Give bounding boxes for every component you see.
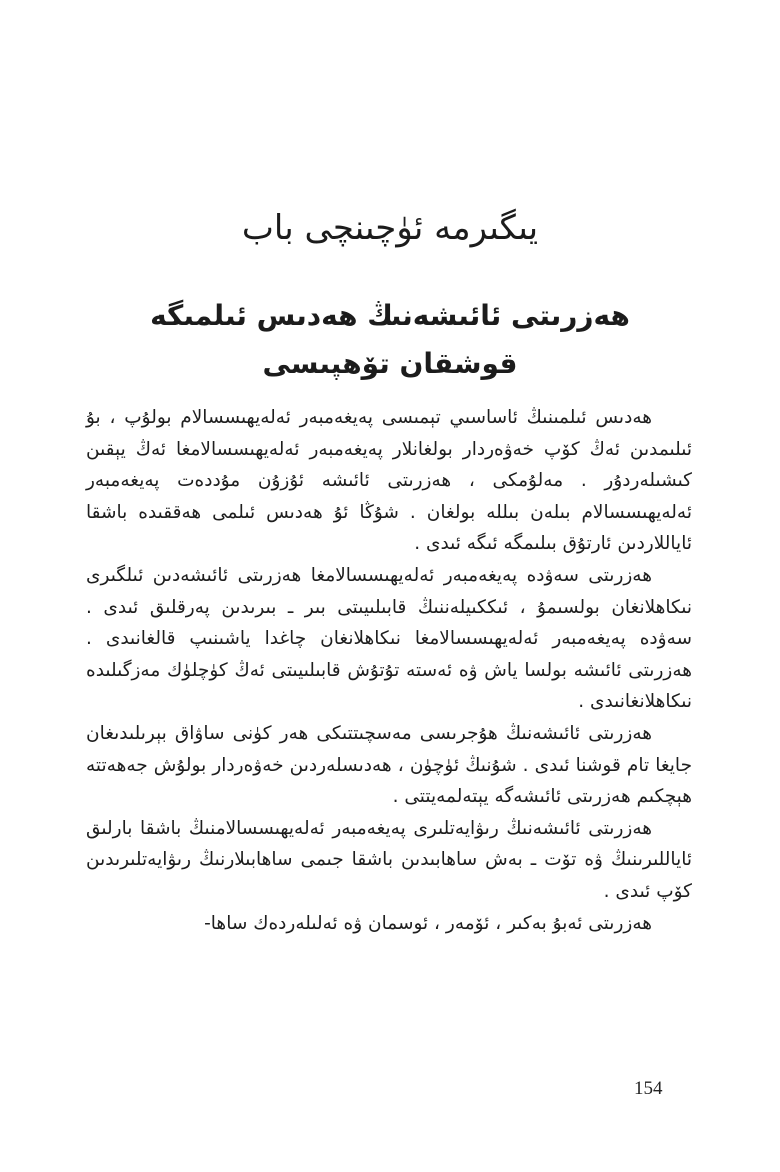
section-title-line-2: قوشقان تۆھپىسى [262, 347, 518, 380]
chapter-title: يىگىرمە ئۈچىنچى باب [241, 208, 539, 248]
page-number: 154 [634, 1078, 663, 1099]
body-text [86, 402, 692, 939]
paragraph-1: ھەدىس ئىلمىنىڭ ئاساسىي تېمىسى پەيغەمبەر ئەلەيھىسسالام بولۇپ ، بۇ ئىلىمدىن ئەڭ كۆپ خەۋەردار بولغانلار پەيغەمبەر ئەلەيھىسسالامغا ئەڭ يېقىن كىشىلەردۇر . مەلۇمكى ، ھەزرىتى ئائىشە ئۇزۇن مۇددەت پەيغەمبەر ئەلەيھىسسالام بىلەن بىللە بولغان . شۇڭا ئۇ ھەدىس ئىلمى ھەققىدە باشقا ئاياللاردىن ئارتۇق بىلىمگە ئىگە ئىدى . [86, 407, 692, 555]
section-title [0, 292, 780, 388]
paragraph-3: ھەزرىتى ئائىشەنىڭ ھۇجرىسى مەسچىتتىكى ھەر كۈنى ساۋاق بېرىلىدىغان جايغا تام قوشنا ئىدى . شۇنىڭ ئۈچۈن ، ھەدىسلەردىن خەۋەردار بولۇش جەھەتتە ھېچكىم ھەزرىتى ئائىشەگە يېتەلمەيتتى . [86, 722, 692, 808]
section-title-line-1: ھەزرىتى ئائىشەنىڭ ھەدىس ئىلمىگە [150, 299, 630, 332]
paragraph-2: ھەزرىتى سەۋدە پەيغەمبەر ئەلەيھىسسالامغا ھەزرىتى ئائىشەدىن ئىلگىرى نىكاھلانغان بولسىمۇ ، ئىككىيلەننىڭ قابىلىيىتى بىر ـ بىرىدىن پەرقلىق ئىدى . سەۋدە پەيغەمبەر ئەلەيھىسسالامغا نىكاھلانغان چاغدا ياشىنىپ قالغانىدى . ھەزرىتى ئائىشە بولسا ياش ۋە ئەستە تۇتۇش قابىلىيىتى ئەڭ كۈچلۈك مەزگىلىدە نىكاھلانغانىدى . [86, 564, 692, 713]
paragraph-5: ھەزرىتى ئەبۇ بەكىر ، ئۆمەر ، ئوسمان ۋە ئەلىلەردەك ساھا- [204, 912, 652, 934]
paragraph-4: ھەزرىتى ئائىشەنىڭ رىۋايەتلىرى پەيغەمبەر ئەلەيھىسسالامنىڭ باشقا بارلىق ئاياللىرىنىڭ ۋە تۆت ـ بەش ساھابىدىن باشقا جىمى ساھابىلارنىڭ رىۋايەتلىرىدىن كۆپ ئىدى . [86, 817, 692, 902]
